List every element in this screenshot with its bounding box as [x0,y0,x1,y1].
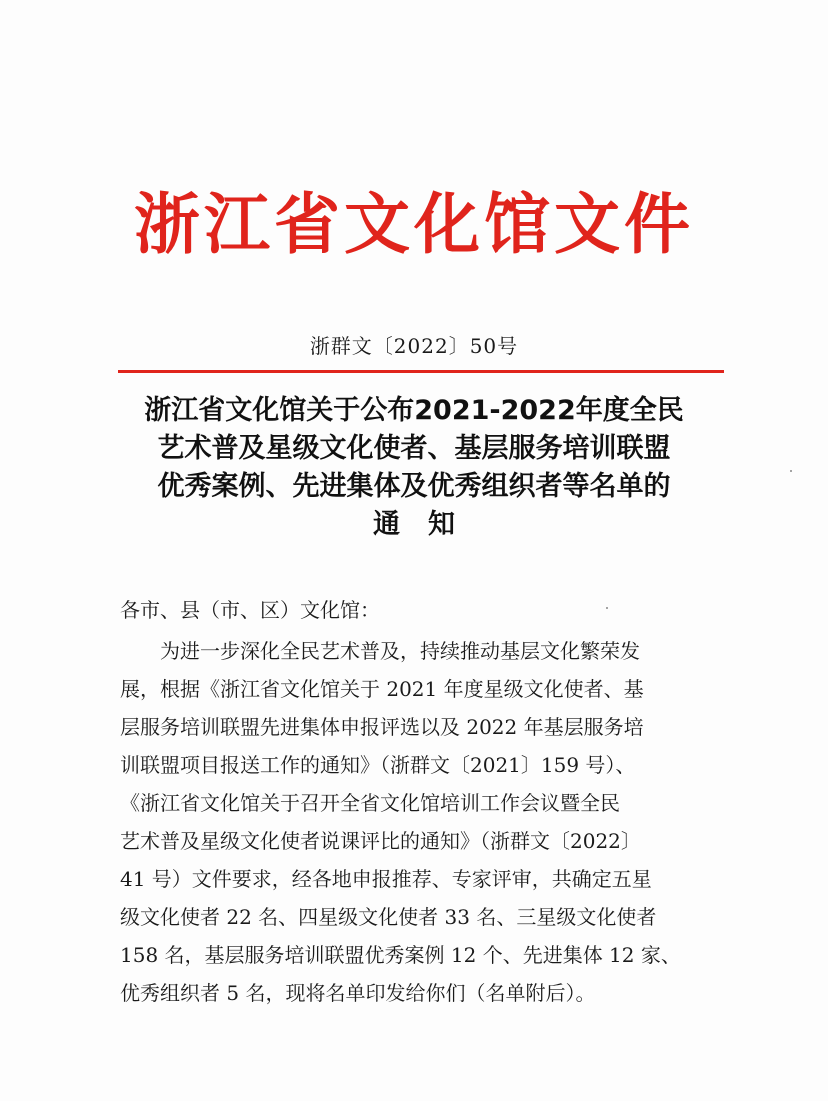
red-divider-line [118,370,724,373]
body-line-6: 艺术普及星级文化使者说课评比的通知》（浙群文〔2022〕 [120,829,641,853]
body-line-5: 《浙江省文化馆关于召开全省文化馆培训工作会议暨全民 [120,791,620,815]
body-line-3: 层服务培训联盟先进集体申报评选以及 2022 年基层服务培 [120,715,644,739]
title-line-1: 浙江省文化馆关于公布2021-2022年度全民 [144,395,684,426]
title-line-3: 优秀案例、先进集体及优秀组织者等名单的 [157,471,671,502]
salutation: 各市、县（市、区）文化馆： [120,598,380,622]
body-line-9: 158 名，基层服务培训联盟优秀案例 12 个、先进集体 12 家、 [120,943,681,967]
body-line-7: 41 号）文件要求，经各地申报推荐、专家评审，共确定五星 [120,867,652,891]
body-line-8: 级文化使者 22 名、四星级文化使者 33 名、三星级文化使者 [120,905,657,929]
body-paragraph [120,632,720,1012]
notice-title [100,392,728,544]
document-number: 浙群文〔2022〕50号 [309,334,519,358]
body-line-2: 展，根据《浙江省文化馆关于 2021 年度星级文化使者、基 [120,677,644,701]
title-line-2: 艺术普及星级文化使者、基层服务培训联盟 [157,433,671,464]
scan-speck [606,607,608,609]
body-line-10: 优秀组织者 5 名，现将名单印发给你们（名单附后）。 [120,981,596,1005]
body-line-4: 训联盟项目报送工作的通知》（浙群文〔2021〕159 号）、 [120,753,636,777]
scan-speck [790,470,792,472]
title-line-4: 通知 [373,509,483,540]
masthead-title: 浙江省文化馆文件 [134,186,694,263]
body-line-1: 为进一步深化全民艺术普及，持续推动基层文化繁荣发 [120,639,640,663]
